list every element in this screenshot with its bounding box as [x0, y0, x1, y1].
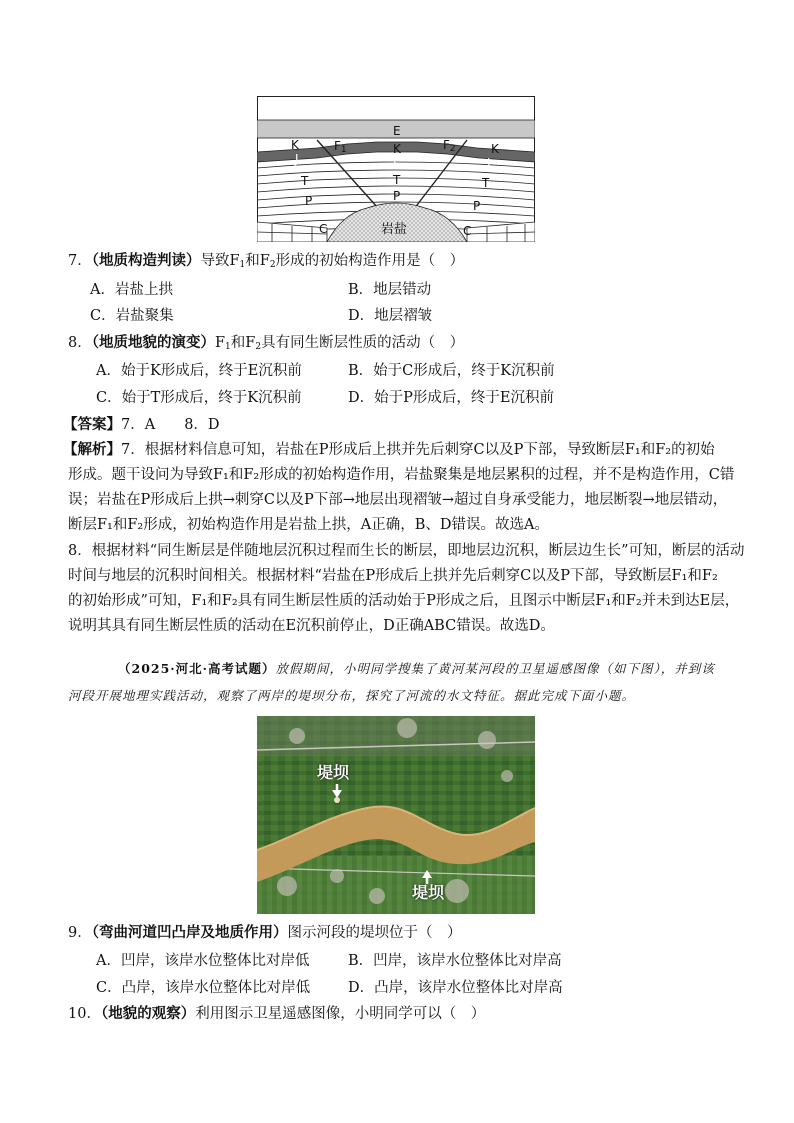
label-p-mid: P	[393, 189, 401, 203]
analysis-line-3: 误；岩盐在P形成后上拱→刺穿C以及P下部→地层出现褶皱→超过自身承受能力，地层断裂→地层错动，	[68, 492, 728, 508]
intro-line-1: （2025·河北·高考试题）放假期间，小明同学搜集了黄河某河段的卫星遥感图像（如下图），并到该	[118, 661, 715, 676]
label-salt: 岩盐	[381, 222, 408, 237]
label-f2: $F_2$	[443, 138, 456, 154]
question-7-option-a: A．岩盐上拱	[90, 282, 173, 298]
label-t-mid: T	[393, 173, 401, 187]
label-c-right: C	[463, 224, 472, 238]
question-9-stem: 9．（弯曲河道凹凸岸及地质作用）图示河段的堤坝位于（ ）	[68, 924, 462, 941]
label-j-left: J	[295, 152, 299, 166]
analysis-line-4: 断层F₁和F₂形成，初始构造作用是岩盐上拱，A正确，B、D错误。故选A。	[68, 517, 549, 533]
answer-line: 【答案】7．A 8．D	[63, 416, 220, 433]
analysis-line-8: 说明其具有同生断层性质的活动在E沉积前停止，D正确ABC错误。故选D。	[68, 618, 555, 634]
label-p-left: P	[305, 194, 313, 208]
label-k-left: K	[291, 138, 299, 152]
question-8-option-b: B．始于C形成后，终于K沉积前	[348, 363, 555, 379]
question-7-option-c: C．岩盐聚集	[90, 308, 174, 324]
question-8-option-d: D．始于P形成后，终于E沉积前	[348, 390, 554, 406]
label-t-left: T	[301, 174, 309, 188]
label-k-right: K	[491, 142, 499, 156]
question-7-option-d: D．地层褶皱	[348, 308, 433, 324]
intro-line-2: 河段开展地理实践活动，观察了两岸的堤坝分布，探究了河流的水文特征。据此完成下面小题。	[68, 688, 636, 703]
label-j-right: J	[487, 156, 491, 170]
label-e: E	[393, 124, 401, 138]
label-j-mid: J	[393, 156, 397, 170]
analysis-line-7: 的初始形成”可知，F₁和F₂具有同生断层性质的活动始于P形成之后，且图示中断层F₁和F₂并未到达E层，	[68, 593, 740, 609]
question-7-stem: 7．（地质构造判读）导致$F_1$和$F_2$形成的初始构造作用是（ ）	[68, 252, 465, 270]
analysis-line-6: 时间与地层的沉积时间相关。根据材料“岩盐在P形成后上拱并先后刺穿C以及P下部，导致断层F₁和F₂	[68, 568, 718, 584]
question-7-option-b: B．地层错动	[348, 282, 432, 298]
question-9-option-c: C．凸岸，该岸水位整体比对岸低	[96, 980, 311, 996]
dam-label-top: 堤坝	[317, 763, 350, 782]
label-c-left: C	[319, 222, 328, 236]
analysis-line-1: 【解析】7．根据材料信息可知，岩盐在P形成后上拱并先后刺穿C以及P下部，导致断层F₁和F₂的初始	[63, 441, 715, 458]
label-t-right: T	[482, 176, 490, 190]
label-f1: $F_1$	[334, 139, 347, 155]
question-10-stem: 10．（地貌的观察）利用图示卫星遥感图像，小明同学可以（ ）	[68, 1005, 486, 1022]
analysis-line-2: 形成。题干设问为导致F₁和F₂形成的初始构造作用，岩盐聚集是地层累积的过程，并不是构造作用，C错	[68, 467, 735, 483]
dam-label-bottom: 堤坝	[412, 883, 445, 902]
geologic-cross-section	[257, 96, 535, 242]
satellite-image	[257, 716, 535, 914]
label-p-right: P	[473, 199, 481, 213]
label-k-mid: K	[393, 142, 401, 156]
question-9-option-a: A．凹岸，该岸水位整体比对岸低	[96, 953, 310, 969]
question-8-option-a: A．始于K形成后，终于E沉积前	[96, 363, 302, 379]
analysis-line-5: 8．根据材料“同生断层是伴随地层沉积过程而生长的断层，即地层边沉积，断层边生长”可知，断层的活动	[68, 543, 745, 559]
question-9-option-d: D．凸岸，该岸水位整体比对岸高	[348, 980, 563, 996]
question-8-option-c: C．始于T形成后，终于K沉积前	[96, 390, 302, 406]
question-9-option-b: B．凹岸，该岸水位整体比对岸高	[348, 953, 562, 969]
question-8-stem: 8．（地质地貌的演变）$F_1$和$F_2$具有同生断层性质的活动（ ）	[68, 334, 465, 352]
